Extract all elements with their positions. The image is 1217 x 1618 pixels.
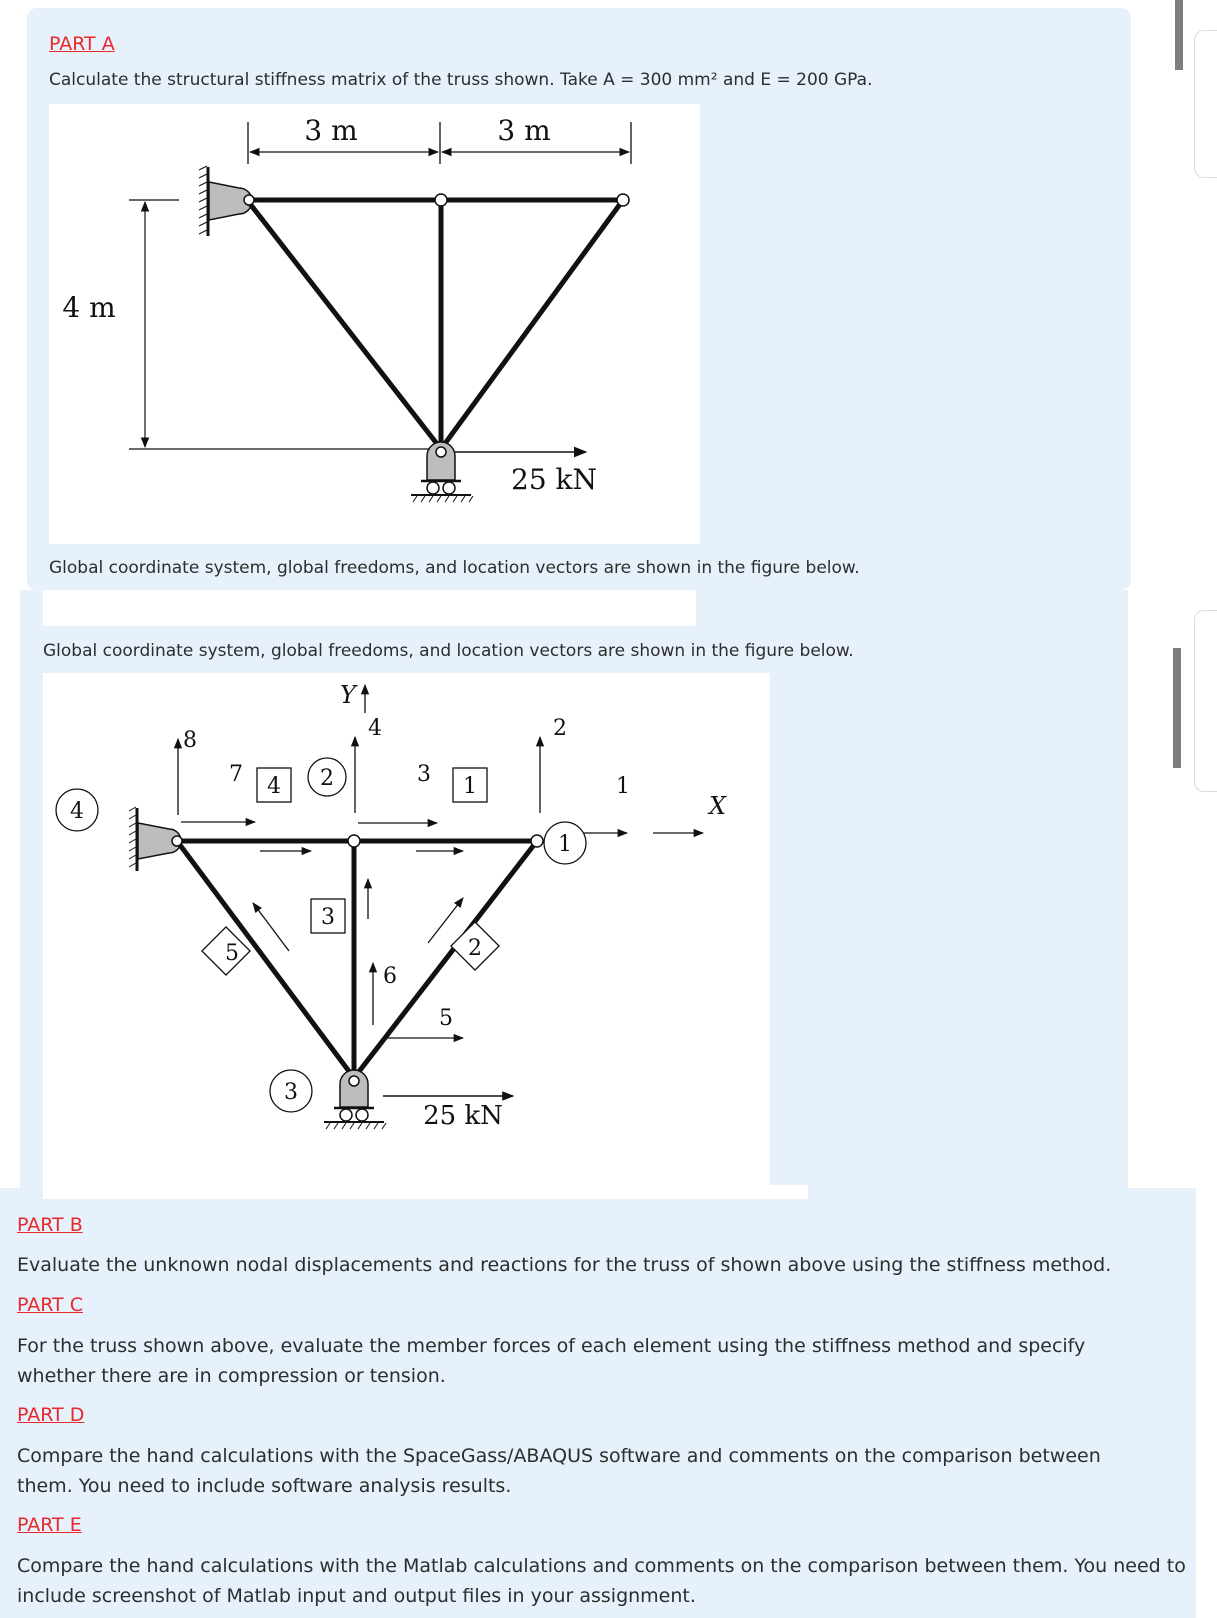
element-3-label: 3 [321, 905, 335, 930]
part-e-text: Compare the hand calculations with the Matlab calculations and comments on the comparison between them. You need to include screenshot of Matlab input and output files in your assignment. [17, 1555, 1186, 1607]
figure-1-continuation-box [43, 590, 696, 626]
node-1-label: 1 [558, 832, 572, 857]
part-a-caption-1: Global coordinate system, global freedoms, and location vectors are shown in the figure below. [49, 558, 860, 578]
part-a-heading[interactable]: PART A [49, 33, 115, 55]
freedom-5: 5 [439, 1006, 453, 1031]
part-b-text: Evaluate the unknown nodal displacements and reactions for the truss of shown above using the stiffness method. [17, 1254, 1112, 1276]
dim-height-label: 4 m [62, 291, 116, 324]
part-a-caption-2: Global coordinate system, global freedoms, and location vectors are shown in the figure below. [43, 641, 854, 661]
element-2-label: 2 [468, 936, 482, 961]
part-a-task: Calculate the structural stiffness matrix of the truss shown. Take A = 300 mm² and E = 200 GPa. [49, 70, 873, 90]
freedom-1: 1 [616, 774, 630, 799]
axis-y-label: Y [340, 681, 356, 709]
part-e-heading[interactable]: PART E [17, 1514, 82, 1536]
part-c-text: For the truss shown above, evaluate the member forces of each element using the stiffness method and specify whether there are in compression or tension. [17, 1335, 1086, 1387]
element-4-label: 4 [267, 774, 281, 799]
load-label-2: 25 kN [423, 1101, 503, 1131]
freedom-7: 7 [229, 762, 243, 787]
figure-1-truss [49, 104, 700, 544]
freedom-8: 8 [183, 728, 197, 753]
load-label-1: 25 kN [511, 463, 597, 496]
scrollbar-thumb-top[interactable] [1175, 0, 1183, 70]
axis-x-label: X [709, 792, 727, 820]
node-2-label: 2 [320, 766, 334, 791]
freedom-6: 6 [383, 964, 397, 989]
node-3-label: 3 [284, 1080, 298, 1105]
freedom-3: 3 [417, 762, 431, 787]
dim-right-label: 3 m [497, 114, 551, 147]
freedom-2: 2 [553, 716, 567, 741]
part-c-heading[interactable]: PART C [17, 1294, 83, 1316]
element-5-label: 5 [225, 941, 239, 966]
figure-2-bottom-edge [43, 1185, 808, 1199]
side-card-middle [1194, 610, 1217, 792]
dim-left-label: 3 m [304, 114, 358, 147]
freedom-4: 4 [368, 716, 382, 741]
scrollbar-thumb-middle[interactable] [1173, 648, 1181, 768]
part-b-heading[interactable]: PART B [17, 1214, 83, 1236]
part-d-heading[interactable]: PART D [17, 1404, 85, 1426]
side-card-top [1194, 30, 1217, 178]
figure-2-truss [43, 673, 770, 1185]
element-1-label: 1 [463, 774, 477, 799]
node-4-label: 4 [70, 799, 84, 824]
part-d-text: Compare the hand calculations with the SpaceGass/ABAQUS software and comments on the comparison between them. You need to include software analysis results. [17, 1445, 1101, 1497]
